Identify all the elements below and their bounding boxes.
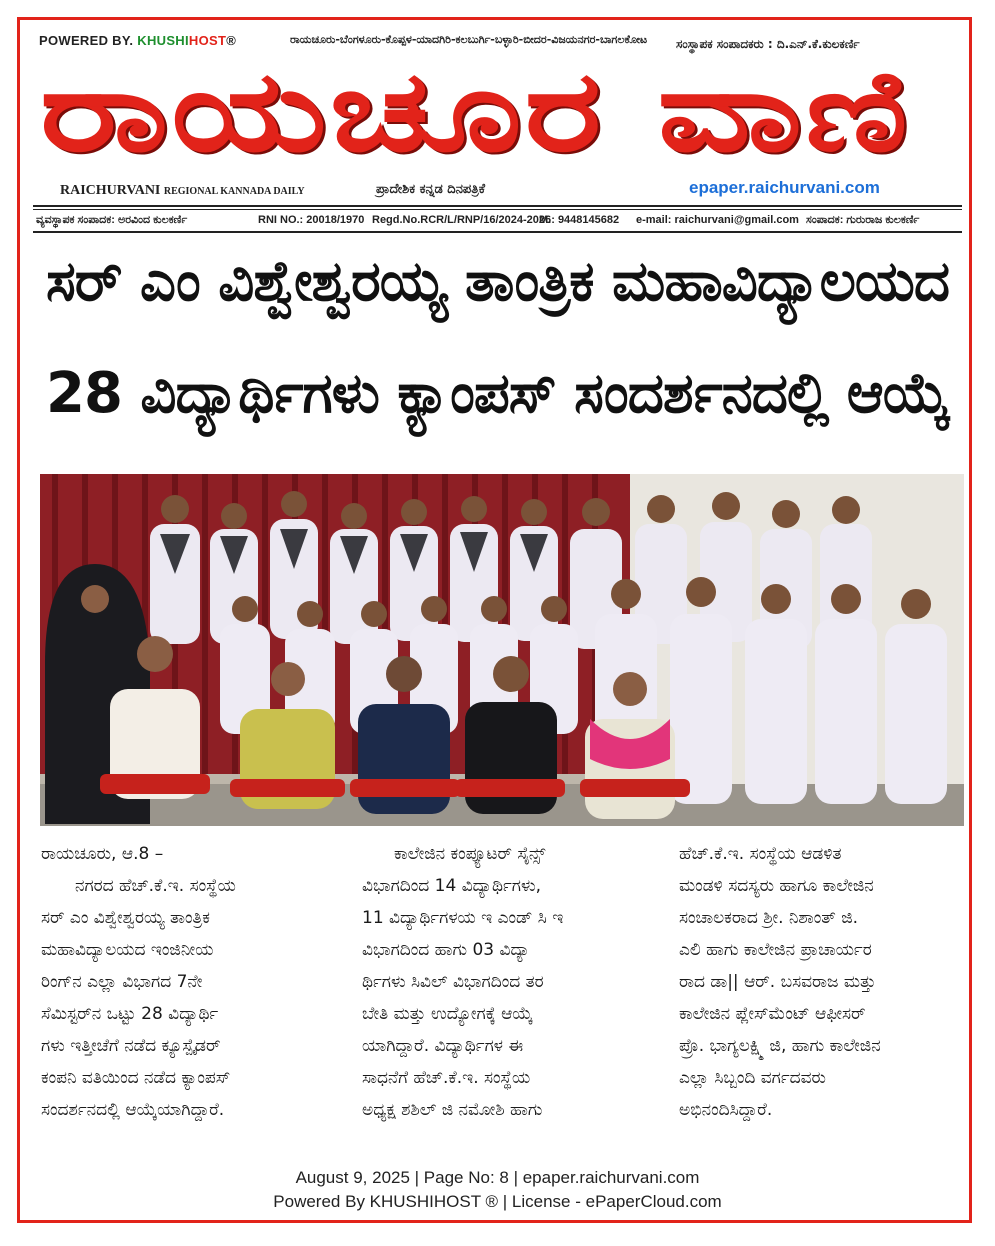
powered-brand-khushi: KHUSHI: [137, 33, 189, 48]
article-line: ಪ್ರೊ. ಭಾಗ್ಯಲಕ್ಷ್ಮಿ ಜಿ, ಹಾಗು ಕಾಲೇಜಿನ: [679, 1036, 881, 1056]
article-column-1: [41, 838, 323, 1126]
article-line: ಎಲಿ ಹಾಗು ಕಾಲೇಜಿನ ಪ್ರಾಚಾರ್ಯರ: [679, 940, 872, 960]
daily-english-sub: REGIONAL KANNADA DAILY: [163, 186, 305, 197]
article-line: ವಿಭಾಗದಿಂದ ಹಾಗು 03 ವಿದ್ಯಾ: [362, 940, 530, 960]
powered-reg-mark: ®: [226, 33, 237, 48]
managing-editor: ವ್ಯವಸ್ಥಾಪಕ ಸಂಪಾದಕ: ಅರವಿಂದ ಕುಲಕರ್ಣಿ: [36, 214, 188, 226]
article-line: ನಗರದ ಹೆಚ್.ಕೆ.ಇ. ಸಂಸ್ಥೆಯ: [75, 876, 236, 896]
article-line: ಬೇತಿ ಮತ್ತು ಉದ್ಯೋಗಕ್ಕೆ ಆಯ್ಕೆ: [362, 1004, 533, 1024]
header-rule-thin: [33, 209, 962, 210]
article-line: ಯಾಗಿದ್ದಾರೆ. ವಿದ್ಯಾರ್ಥಿಗಳ ಈ: [362, 1036, 524, 1056]
footer-date-page: August 9, 2025 | Page No: 8 | epaper.raichurvani.com: [295, 1168, 700, 1187]
article-line: ರ್ಥಿಗಳು ಸಿವಿಲ್ ವಿಭಾಗದಿಂದ ತರ: [362, 972, 544, 992]
daily-kannada-tagline: ಪ್ರಾದೇಶಿಕ ಕನ್ನಡ ದಿನಪತ್ರಿಕೆ: [376, 182, 486, 197]
article-line: ಹೆಚ್.ಕೆ.ಇ. ಸಂಸ್ಥೆಯ ಆಡಳಿತ: [679, 844, 842, 864]
article-line: ಅಧ್ಯಕ್ಷ ಶಶಿಲ್ ಜಿ ನಮೋಶಿ ಹಾಗು: [362, 1100, 543, 1120]
article-line: ಅಭಿನಂದಿಸಿದ್ದಾರೆ.: [679, 1100, 773, 1120]
article-line: 11 ವಿದ್ಯಾರ್ಥಿಗಳಯ ಇ ಎಂಡ್ ಸಿ ಇ: [362, 908, 564, 928]
mobile-number: M.: 9448145682: [539, 214, 620, 226]
article-line: ಸೆಮಿಸ್ಟರ್‌ನ ಒಟ್ಟು 28 ವಿದ್ಯಾರ್ಥಿ: [41, 1004, 219, 1024]
daily-english-main: RAICHURVANI: [60, 183, 161, 198]
article-line: ಕಾಲೇಜಿನ ಪ್ಲೇಸ್‌ಮೆಂಟ್ ಆಫೀಸರ್: [679, 1004, 866, 1024]
group-photo: [40, 474, 964, 826]
article-line: ಸಂದರ್ಶನದಲ್ಲಿ ಆಯ್ಕೆಯಾಗಿದ್ದಾರೆ.: [41, 1100, 225, 1120]
daily-english-tagline: [60, 183, 305, 199]
header-rule-top: [33, 205, 962, 207]
powered-prefix: POWERED BY.: [39, 33, 134, 48]
article-line: ರಿಂಗ್‌ನ ಎಲ್ಲಾ ವಿಭಾಗದ 7ನೇ: [41, 972, 203, 992]
registration-number: Regd.No.RCR/L/RNP/16/2024-2026: [372, 214, 552, 226]
epaper-url-link[interactable]: epaper.raichurvani.com: [689, 178, 880, 197]
article-line: ಕಂಪನಿ ವತಿಯಿಂದ ನಡೆದ ಕ್ಯಾಂಪಸ್: [41, 1068, 231, 1088]
article-line: ಸರ್ ಎಂ ವಿಶ್ವೇಶ್ವರಯ್ಯ ತಾಂತ್ರಿಕ: [41, 908, 210, 928]
city-list: ರಾಯಚೂರು-ಬೆಂಗಳೂರು-ಕೊಪ್ಪಳ-ಯಾದಗಿರಿ-ಕಲಬುರ್ಗಿ-ಬಳ್ಳಾರಿ-ಬೀದರ-ವಿಜಯನಗರ-ಬಾಗಲಕೋಟ: [290, 33, 648, 46]
founder-editor: ಸಂಸ್ಥಾಪಕ ಸಂಪಾದಕರು : ದಿ.ಎನ್.ಕೆ.ಕುಲಕರ್ಣಿ: [676, 37, 860, 51]
header-rule-bottom: [33, 231, 962, 233]
article-line: ಮಹಾವಿದ್ಯಾಲಯದ ಇಂಜಿನೀಯ: [41, 940, 214, 960]
article-column-3: [679, 838, 961, 1126]
article-line: ರಾಯಚೂರು, ಆ.8 –: [41, 844, 164, 864]
article-line: ಸಂಚಾಲಕರಾದ ಶ್ರೀ. ನಿಶಾಂತ್ ಜಿ.: [679, 908, 859, 928]
headline-line-1: ಸರ್ ಎಂ ವಿಶ್ವೇಶ್ವರಯ್ಯ ತಾಂತ್ರಿಕ ಮಹಾವಿದ್ಯಾಲಯದ: [46, 249, 950, 314]
email-address: e-mail: raichurvani@gmail.com: [636, 214, 799, 226]
article-line: ಕಾಲೇಜಿನ ಕಂಪ್ಯೂಟರ್ ಸೈನ್ಸ್: [394, 844, 546, 864]
rni-number: RNI NO.: 20018/1970: [258, 214, 365, 226]
article-line: ಎಲ್ಲಾ ಸಿಬ್ಬಂದಿ ವರ್ಗದವರು: [679, 1068, 826, 1088]
article-column-2: [362, 838, 644, 1126]
masthead-title: ರಾಯಚೂರ ವಾಣಿ: [40, 48, 911, 176]
powered-by-top: [39, 33, 236, 48]
article-line: ವಿಭಾಗದಿಂದ 14 ವಿದ್ಯಾರ್ಥಿಗಳು,: [362, 876, 542, 896]
article-line: ಮಂಡಳಿ ಸದಸ್ಯರು ಹಾಗೂ ಕಾಲೇಜಿನ: [679, 876, 874, 896]
editor-name: ಸಂಪಾದಕ: ಗುರುರಾಜ ಕುಲಕರ್ಣಿ: [806, 214, 920, 226]
footer-powered-by: Powered By KHUSHIHOST ® | License - ePaperCloud.com: [273, 1192, 722, 1211]
article-line: ಸಾಧನೆಗೆ ಹೆಚ್.ಕೆ.ಇ. ಸಂಸ್ಥೆಯ: [362, 1068, 531, 1088]
article-line: ಗಳು ಇತ್ತೀಚೆಗೆ ನಡೆದ ಕ್ಯೂಸ್ಪೈಡರ್: [41, 1036, 221, 1056]
powered-brand-host: HOST: [188, 33, 227, 48]
article-line: ರಾದ ಡಾ|| ಆರ್. ಬಸವರಾಜ ಮತ್ತು: [679, 972, 876, 992]
headline-line-2: 28 ವಿದ್ಯಾರ್ಥಿಗಳು ಕ್ಯಾಂಪಸ್ ಸಂದರ್ಶನದಲ್ಲಿ ಆಯ್ಕೆ: [46, 361, 950, 426]
